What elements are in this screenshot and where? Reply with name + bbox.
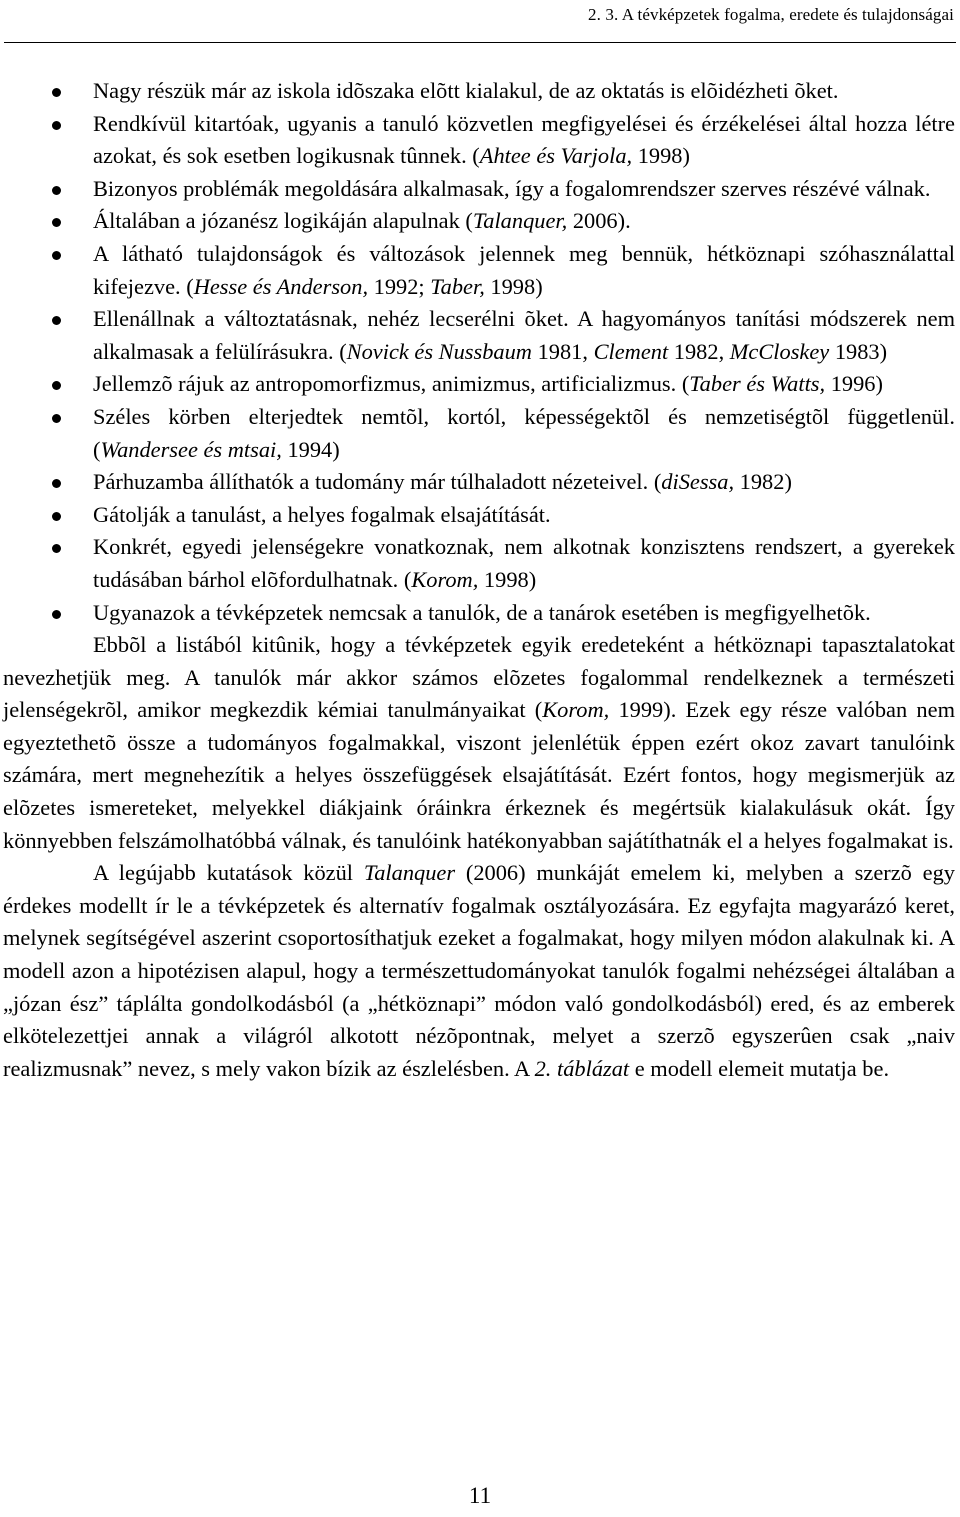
bullet-dot-icon [52,381,61,390]
property-bullet-list [3,75,955,629]
text-run: 1994) [281,436,340,462]
text-run: Gátolják a tanulást, a helyes fogalmak elsajátítását. [93,501,551,527]
text-run: e modell elemeit mutatja be. [629,1055,890,1081]
bullet-item [3,75,955,108]
page-body [3,75,955,1085]
bullet-item [3,303,955,368]
citation-italic: McCloskey [729,338,830,364]
text-run: 1982, [668,338,730,364]
citation-italic: Korom, [542,697,610,723]
text-run: Bizonyos problémák megoldására alkalmasak, így a fogalomrendszer szerves részévé válnak. [93,175,931,201]
text-run: 1982) [734,469,792,495]
body-paragraph [3,857,955,1085]
citation-italic: Hesse és Anderson, [193,273,369,299]
citation-italic: Korom, [411,566,479,592]
bullet-dot-icon [52,186,61,195]
bullet-dot-icon [52,251,61,260]
citation-italic: diSessa, [661,469,735,495]
bullet-item [3,368,955,401]
text-run: 1998) [632,143,690,169]
citation-italic: Wandersee és mtsai, [100,436,282,462]
bullet-item [3,238,955,303]
bullet-item [3,597,955,630]
text-run: Széles körben elterjedtek nemtõl, kortól, képességektõl és nemzetiségtõl függetlenül.( [93,403,955,462]
text-run: A látható tulajdonságok és változások jelennek meg bennük, hétköznapi szóhasználattal kifejezve. ( [93,240,955,299]
citation-italic: Clement [593,338,669,364]
citation-italic: Ahtee és Varjola, [479,143,633,169]
bullet-dot-icon [52,610,61,619]
running-header [0,0,960,46]
text-run: 1998) [484,273,543,299]
bullet-item [3,401,955,466]
text-run: 1983) [829,338,888,364]
text-run: 1999). Ezek egy része valóban nem egyeztethetõ össze a tudományos fogalmakkal, viszont jelenlétük éppen ezért okoz zavart tanulóink számára, mert megnehezítik a helyes összefüggések elsajátítását. Ezért fontos, hogy megismerjük az elõzetes ismereteket, melyekkel diákjaink óráinkra érkeznek és megértsük kialakulásuk okát. Így könnyebben felszámolhatóbbá válnak, és tanulóink hatékonyabban sajátíthatnák el a helyes fogalmakat is. [3,697,955,853]
bullet-dot-icon [52,316,61,325]
citation-italic: Taber, [430,273,485,299]
citation-italic: Talanquer, [472,208,568,234]
text-run: 2006). [567,208,631,234]
body-paragraphs [3,629,955,1085]
text-run: Konkrét, egyedi jelenségekre vonatkoznak, nem alkotnak konzisztens rendszert, a gyerekek tudásában bárhol elõfordulhatnak. ( [93,534,955,592]
citation-italic: 2. táblázat [534,1055,630,1081]
bullet-dot-icon [52,414,61,423]
text-run: Ellenállnak a változtatásnak, nehéz lecserélni õket. A hagyományos tanítási módszerek nem alkalmasak a felülírásukra. ( [93,306,955,364]
bullet-item [3,531,955,596]
bullet-item [3,466,955,499]
text-run: Ugyanazok a tévképzetek nemcsak a tanulók, de a tanárok esetében is megfigyelhetõk. [93,599,871,625]
text-run: (2006) munkáját emelem ki, melyben a szerzõ egy érdekes modellt ír le a tévképzetek és alternatív fogalmak osztályozására. Ez egyfajta magyarázó keret, melynek segítségével aszerint csoportosíthatjuk ezeket a fogalmakat, hogy milyen módon alakulnak ki. A modell azon a hipotézisen alapul, hogy a természettudományokat tanulók fogalmi nehézségei általában a „józan ész” táplálta gondolkodásból (a „hétköznapi” módon való gondolkodásból) ered, és az emberek elkötelezettjei annak a világról alkotott nézõpontnak, melyet a szerzõ egyszerûen csak „naiv realizmusnak” nevez, s mely vakon bízik az észlelésben. A [3,860,955,1081]
bullet-item [3,108,955,173]
bullet-dot-icon [52,479,61,488]
bullet-dot-icon [52,88,61,97]
citation-italic: Novick és Nussbaum [346,338,532,364]
text-run: 1996) [825,371,883,397]
text-run: Rendkívül kitartóak, ugyanis a tanuló közvetlen megfigyelései és érzékelései által hozza létre azokat, és sok esetben logikusnak tûnnek. ( [93,110,955,169]
bullet-dot-icon [52,121,61,130]
citation-italic: Talanquer [363,860,456,886]
page-number: 11 [468,1483,492,1508]
bullet-dot-icon [52,544,61,553]
text-run: Jellemzõ rájuk az antropomorfizmus, animizmus, artificializmus. ( [93,371,690,397]
text-run: 1998) [478,566,537,592]
header-rule [4,42,956,43]
bullet-item [3,205,955,238]
text-run: Ebbõl a listából kitûnik, hogy a tévképzetek egyik eredeteként a hétköznapi tapasztalatokat nevezhetjük meg. A tanulók már akkor számos elõzetes fogalommal rendelkeznek a természeti jelenségekrõl, amikor megkezdik kémiai tanulmányaikat ( [3,632,955,723]
bullet-item [3,173,955,206]
text-run: A legújabb kutatások közül [93,860,364,886]
bullet-dot-icon [52,512,61,521]
bullet-dot-icon [52,218,61,227]
text-run: Általában a józanész logikáján alapulnak ( [93,208,473,234]
bullet-item [3,499,955,532]
text-run: Nagy részük már az iskola idõszaka elõtt kialakul, de az oktatás is elõidézheti õket. [93,78,839,103]
text-run: 1992; [368,273,431,299]
running-title: 2. 3. A tévképzetek fogalma, eredete és tulajdonságai [588,5,954,24]
body-paragraph [3,629,955,857]
citation-italic: Taber és Watts, [689,371,826,397]
text-run: Párhuzamba állíthatók a tudomány már túlhaladott nézeteivel. ( [93,469,662,495]
text-run: 1981, [531,338,594,364]
